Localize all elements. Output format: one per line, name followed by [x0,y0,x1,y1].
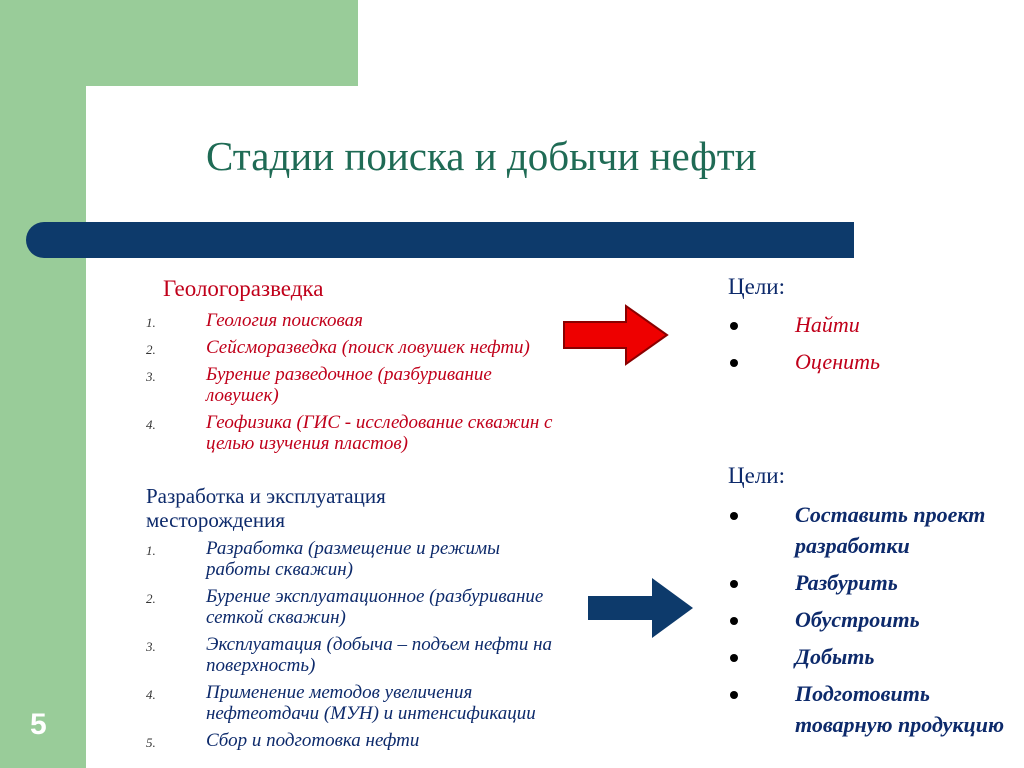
bullet-icon [730,580,738,588]
goals-exploration-label: Цели: [728,274,785,299]
list-item: 2. Бурение эксплуатационное (разбуривание сеткой скважин) [146,586,544,628]
list-item: 4. Геофизика (ГИС - исследование скважин с целью изучения пластов) [146,412,553,454]
section-development-heading: Разработка и эксплуатация месторождения [146,484,386,532]
list-item: Обустроить [728,604,1018,635]
exploration-list [146,310,566,460]
list-item: 1. Разработка (размещение и режимы работы скважин) [146,538,501,580]
list-item: Найти [728,309,1018,340]
red-arrow-right-icon [562,304,670,366]
bullet-icon [730,512,738,520]
navy-arrow-right-icon [586,576,696,640]
bullet-icon [730,617,738,625]
bullet-icon [730,654,738,662]
slide-title: Стадии поиска и добычи нефти [206,133,757,179]
background-green-left [0,0,86,768]
goals-exploration-list [728,309,1018,383]
list-item: Составить проект разработки [728,499,1018,561]
development-list [146,538,566,757]
goals-development-list [728,499,1018,746]
list-item: 4. Применение методов увеличения нефтеотдачи (МУН) и интенсификации [146,682,536,724]
section-exploration-heading: Геологоразведка [163,276,324,301]
list-item: 3. Эксплуатация (добыча – подъем нефти на поверхность) [146,634,553,676]
list-item: 5. Сбор и подготовка нефти [146,730,420,751]
list-item: 1. Геология поисковая [146,310,364,331]
list-item: Добыть [728,641,1018,672]
slide-number: 5 [30,708,47,741]
list-item: Подготовить товарную продукцию [728,678,1018,740]
bullet-icon [730,359,738,367]
title-divider-bar [26,222,854,258]
list-item: 3. Бурение разведочное (разбуривание ловушек) [146,364,492,406]
goals-development-label: Цели: [728,463,785,488]
bullet-icon [730,322,738,330]
bullet-icon [730,691,738,699]
list-item: Разбурить [728,567,1018,598]
list-item: 2. Сейсморазведка (поиск ловушек нефти) [146,337,530,358]
list-item: Оценить [728,346,1018,377]
